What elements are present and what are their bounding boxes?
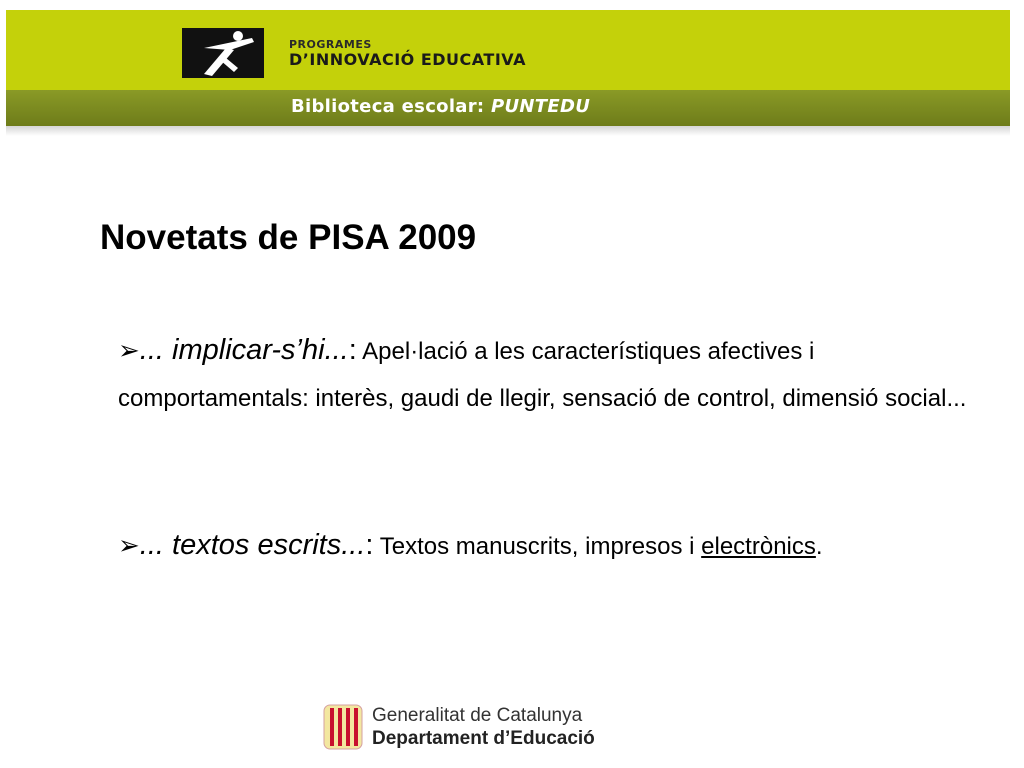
- bullet-ellipsis: ...: [946, 385, 967, 412]
- header-shadow: [6, 126, 1010, 136]
- bullet-item: [118, 327, 978, 422]
- generalitat-logo-icon: [323, 704, 363, 750]
- underlined-word: electrònics: [701, 533, 816, 560]
- program-logo: [182, 28, 264, 78]
- arrow-bullet-icon: ➢: [118, 530, 140, 560]
- bullet-end: .: [815, 533, 823, 560]
- bullet-text: Textos manuscrits, impresos i: [379, 533, 695, 560]
- footer-department: Departament d’Educació: [372, 728, 595, 749]
- footer-government: Generalitat de Catalunya: [372, 705, 583, 726]
- bullet-lead: ... implicar-s’hi...: [139, 334, 349, 366]
- bullet-lead: ... textos escrits...: [139, 529, 366, 561]
- bullet-item: [118, 522, 978, 570]
- bullet-colon: :: [365, 529, 374, 561]
- program-title-small: PROGRAMES: [289, 38, 372, 51]
- library-title: [291, 96, 590, 117]
- bullet-colon: :: [348, 334, 357, 366]
- library-brand: PUNTEDU: [491, 96, 591, 117]
- bullet-text: Apel·lació a les característiques afectives i comportamentals: interès, gaudi de llegir, sensació de control, dimensió social: [118, 338, 947, 412]
- arrow-bullet-icon: ➢: [118, 335, 140, 365]
- running-figure-icon: [182, 28, 264, 78]
- library-prefix: Biblioteca escolar:: [291, 96, 485, 117]
- slide-title: Novetats de PISA 2009: [100, 218, 477, 257]
- program-title: D’INNOVACIÓ EDUCATIVA: [289, 50, 526, 69]
